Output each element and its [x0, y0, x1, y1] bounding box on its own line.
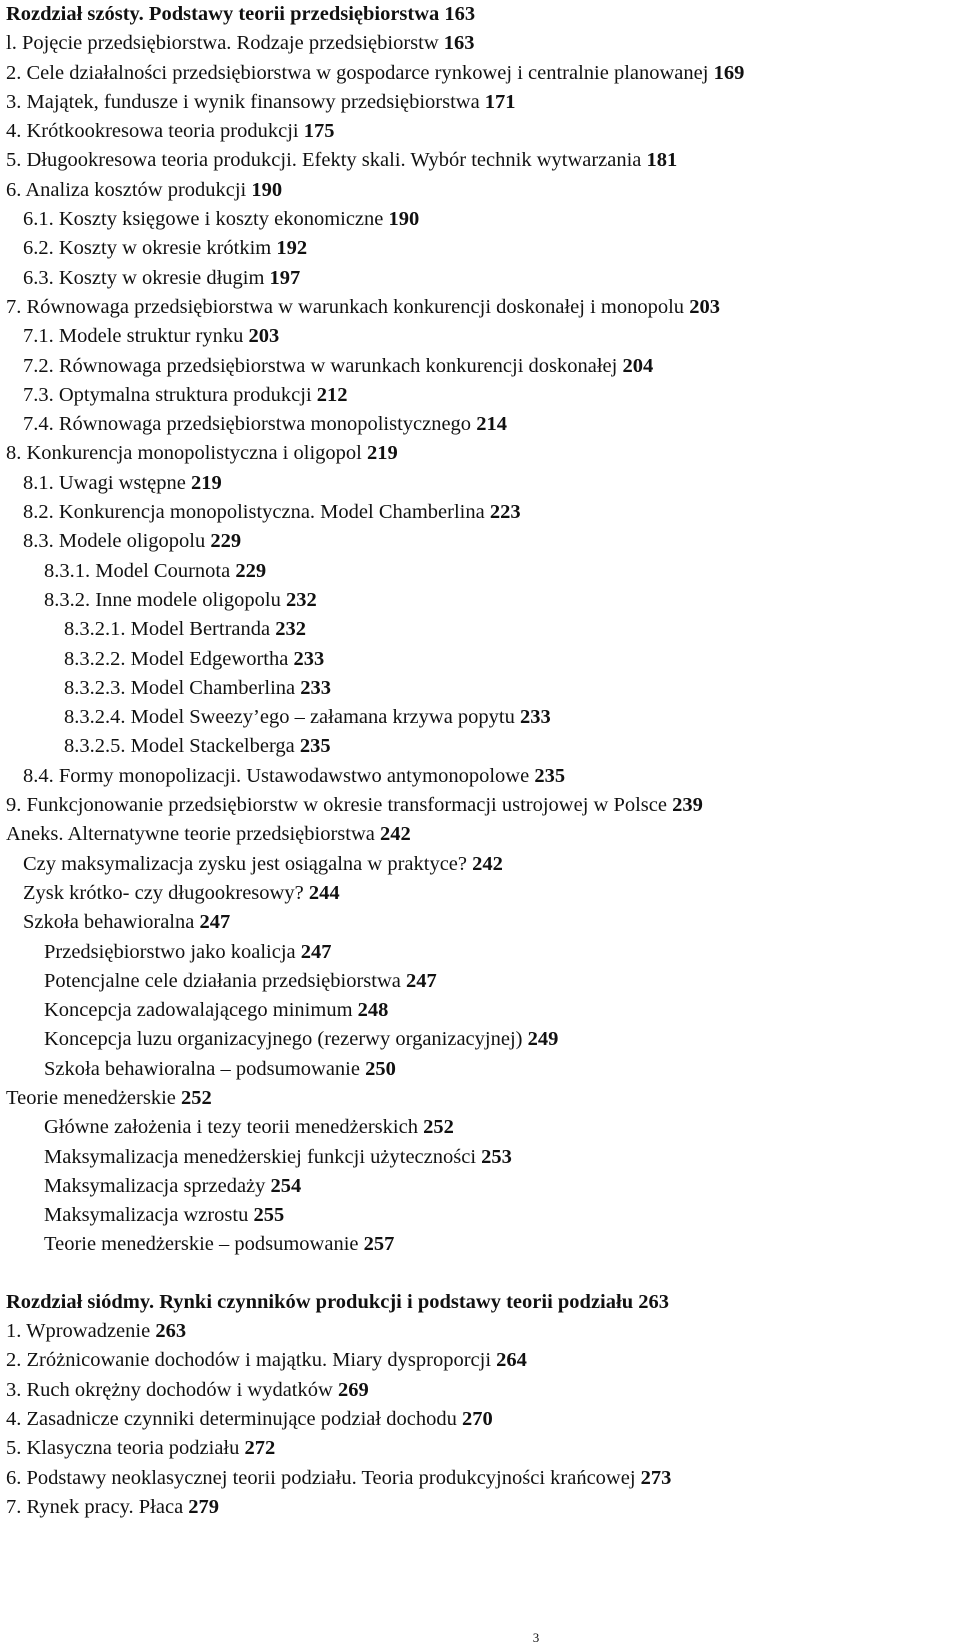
toc-entry — [6, 938, 956, 967]
toc-entry-title: 2. Cele działalności przedsiębiorstwa w gospodarce rynkowej i centralnie planowanej — [6, 61, 709, 84]
toc-entry-page: 192 — [276, 237, 308, 260]
toc-entry — [6, 1405, 956, 1434]
toc-entry — [6, 1084, 956, 1113]
toc-entry-title: 9. Funkcjonowanie przedsiębiorstw w okresie transformacji ustrojowej w Polsce — [6, 794, 667, 817]
chapter-heading: Rozdział siódmy. Rynki czynników produkcji i podstawy teorii podziału 263 — [6, 1290, 669, 1313]
toc-entry-page: 242 — [472, 852, 503, 875]
toc-entry-title: Maksymalizacja wzrostu — [44, 1204, 249, 1227]
toc-entry-page: 272 — [244, 1437, 276, 1460]
toc-entry — [6, 791, 956, 820]
toc-entry-page: 253 — [481, 1145, 512, 1168]
toc-entry — [6, 29, 956, 58]
toc-entry-title: Główne założenia i tezy teorii menedżerskich — [44, 1116, 418, 1139]
toc-entry — [6, 1143, 956, 1172]
toc-entry-title: 6. Analiza kosztów produkcji — [6, 178, 247, 201]
toc-entry-page: 235 — [534, 764, 566, 787]
toc-entry-page: 235 — [299, 735, 331, 758]
toc-entry-page: 250 — [365, 1057, 396, 1080]
toc-entry-page: 203 — [248, 325, 280, 348]
toc-entry-title: Teorie menedżerskie — [6, 1086, 176, 1109]
toc-entry — [6, 674, 956, 703]
toc-entry-page: 254 — [270, 1174, 302, 1197]
toc-entry-page: 255 — [253, 1204, 285, 1227]
toc-entry-title: Potencjalne cele działania przedsiębiorstwa — [44, 969, 401, 992]
table-of-contents — [6, 0, 956, 1522]
toc-entry-page: 264 — [496, 1349, 527, 1372]
toc-entry — [6, 732, 956, 761]
toc-entry-page: 229 — [210, 530, 242, 553]
toc-entry-page: 204 — [622, 354, 654, 377]
toc-entry-title: 4. Zasadnicze czynniki determinujące podział dochodu — [6, 1407, 457, 1430]
toc-entry-page: 247 — [406, 969, 437, 992]
toc-entry — [6, 1346, 956, 1375]
toc-entry-title: 6.3. Koszty w okresie długim — [23, 266, 265, 289]
toc-entry-page: 190 — [251, 178, 283, 201]
toc-entry-title: 3. Ruch okrężny dochodów i wydatków — [6, 1378, 333, 1401]
toc-entry-title: 8.3.2.5. Model Stackelberga — [64, 735, 295, 758]
toc-entry-page: 247 — [300, 940, 332, 963]
toc-entry-page: 252 — [423, 1116, 454, 1139]
toc-entry-title: 4. Krótkookresowa teoria produkcji — [6, 120, 299, 143]
toc-entry-title: 6.2. Koszty w okresie krótkim — [23, 237, 272, 260]
toc-entry-page: 175 — [303, 120, 335, 143]
toc-entry — [6, 557, 956, 586]
toc-entry-page: 233 — [293, 647, 325, 670]
toc-entry-page: 252 — [181, 1086, 212, 1109]
toc-entry-page: 233 — [520, 706, 551, 729]
toc-entry-title: 8.1. Uwagi wstępne — [23, 471, 186, 494]
toc-entry — [6, 498, 956, 527]
toc-entry — [6, 439, 956, 468]
toc-entry-title: 7. Rynek pracy. Płaca — [6, 1495, 184, 1518]
toc-entry — [6, 645, 956, 674]
toc-entry-page: 239 — [672, 794, 703, 817]
chapter-heading: Rozdział szósty. Podstawy teorii przedsiębiorstwa 163 — [6, 3, 476, 25]
toc-entry — [6, 820, 956, 849]
toc-entry-title: 8.2. Konkurencja monopolistyczna. Model Chamberlina — [23, 501, 485, 524]
toc-entry — [6, 996, 956, 1025]
toc-entry-title: 8.3. Modele oligopolu — [23, 530, 206, 553]
toc-entry-title: 2. Zróżnicowanie dochodów i majątku. Miary dysproporcji — [6, 1349, 492, 1372]
toc-entry — [6, 322, 956, 351]
toc-entry — [6, 586, 956, 615]
toc-entry-page: 223 — [489, 501, 521, 524]
toc-entry — [6, 234, 956, 263]
toc-entry-page: 242 — [380, 823, 411, 846]
toc-entry — [6, 176, 956, 205]
toc-entry-page: 203 — [689, 295, 720, 318]
toc-entry — [6, 1317, 956, 1346]
toc-entry — [6, 1376, 956, 1405]
toc-entry-page: 232 — [285, 588, 317, 611]
toc-entry-title: Zysk krótko- czy długookresowy? — [23, 881, 304, 904]
toc-entry-page: 269 — [337, 1378, 369, 1401]
toc-entry — [6, 352, 956, 381]
toc-entry-page: 169 — [713, 61, 745, 84]
toc-entry-page: 219 — [366, 442, 398, 465]
toc-entry-title: 8.3.2. Inne modele oligopolu — [44, 588, 281, 611]
toc-entry — [6, 967, 956, 996]
toc-entry-page: 248 — [357, 999, 389, 1022]
toc-entry-title: Szkoła behawioralna — [23, 911, 195, 934]
toc-entry-title: Teorie menedżerskie – podsumowanie — [44, 1233, 359, 1256]
toc-entry-page: 171 — [484, 90, 516, 113]
toc-entry — [6, 850, 956, 879]
toc-entry-page: 249 — [527, 1028, 559, 1051]
toc-entry-title: 3. Majątek, fundusze i wynik finansowy przedsiębiorstwa — [6, 90, 480, 113]
toc-entry-page: 270 — [461, 1407, 493, 1430]
toc-entry — [6, 1434, 956, 1463]
toc-entry — [6, 146, 956, 175]
toc-entry-page: 219 — [190, 471, 222, 494]
toc-entry — [6, 703, 956, 732]
toc-entry-title: Czy maksymalizacja zysku jest osiągalna w praktyce? — [23, 852, 468, 875]
toc-entry-page: 263 — [155, 1320, 187, 1343]
toc-entry — [6, 1172, 956, 1201]
toc-entry — [6, 264, 956, 293]
toc-entry-page: 229 — [235, 559, 267, 582]
toc-entry-title: 8.3.2.2. Model Edgewortha — [64, 647, 289, 670]
toc-entry-title: 1. Wprowadzenie — [6, 1320, 151, 1343]
toc-entry-title: 5. Klasyczna teoria podziału — [6, 1437, 240, 1460]
toc-entry-title: 8.3.2.1. Model Bertranda — [64, 618, 271, 641]
toc-entry-page: 247 — [199, 911, 231, 934]
page-number: 3 — [532, 1630, 540, 1645]
toc-entry — [6, 908, 956, 937]
toc-entry — [6, 117, 956, 146]
toc-entry-title: Koncepcja luzu organizacyjnego (rezerwy organizacyjnej) — [44, 1028, 523, 1051]
toc-entry — [6, 469, 956, 498]
toc-entry — [6, 293, 956, 322]
toc-entry — [6, 1025, 956, 1054]
toc-entry-page: 279 — [188, 1495, 220, 1518]
toc-entry — [6, 527, 956, 556]
toc-entry-page: 190 — [388, 208, 420, 231]
toc-entry — [6, 1493, 956, 1522]
toc-entry — [6, 1055, 956, 1084]
toc-entry-page: 257 — [363, 1233, 395, 1256]
toc-entry-title: 7.2. Równowaga przedsiębiorstwa w warunkach konkurencji doskonałej — [23, 354, 618, 377]
toc-entry-title: 5. Długookresowa teoria produkcji. Efekty skali. Wybór technik wytwarzania — [6, 149, 642, 172]
toc-entry-title: 7.1. Modele struktur rynku — [23, 325, 244, 348]
toc-entry-title: 6.1. Koszty księgowe i koszty ekonomiczne — [23, 208, 384, 231]
toc-entry-title: 8.3.1. Model Cournota — [44, 559, 231, 582]
toc-entry-title: 7.4. Równowaga przedsiębiorstwa monopolistycznego — [23, 413, 472, 436]
toc-entry-title: 7. Równowaga przedsiębiorstwa w warunkach konkurencji doskonałej i monopolu — [6, 295, 685, 318]
toc-entry — [6, 615, 956, 644]
toc-entry-title: Szkoła behawioralna – podsumowanie — [44, 1057, 360, 1080]
toc-entry-title: Koncepcja zadowalającego minimum — [44, 999, 353, 1022]
toc-entry-title: l. Pojęcie przedsiębiorstwa. Rodzaje przedsiębiorstw — [6, 32, 439, 55]
section-spacer — [6, 1260, 956, 1288]
toc-entry-page: 273 — [640, 1466, 672, 1489]
toc-entry-page: 233 — [300, 676, 332, 699]
toc-entry-title: 6. Podstawy neoklasycznej teorii podziału. Teoria produkcyjności krańcowej — [6, 1466, 636, 1489]
toc-entry-title: 8.3.2.3. Model Chamberlina — [64, 676, 296, 699]
toc-entry-title: Maksymalizacja sprzedaży — [44, 1174, 266, 1197]
toc-entry-page: 212 — [316, 383, 348, 406]
toc-entry-page: 232 — [275, 618, 306, 641]
toc-entry-title: 8.4. Formy monopolizacji. Ustawodawstwo antymonopolowe — [23, 764, 530, 787]
toc-entry — [6, 1230, 956, 1259]
toc-entry — [6, 381, 956, 410]
toc-entry — [6, 762, 956, 791]
toc-entry-page: 197 — [269, 266, 301, 289]
toc-entry — [6, 1464, 956, 1493]
toc-entry — [6, 205, 956, 234]
toc-entry-title: Przedsiębiorstwo jako koalicja — [44, 940, 296, 963]
toc-entry — [6, 879, 956, 908]
toc-entry — [6, 88, 956, 117]
toc-entry — [6, 1113, 956, 1142]
toc-entry-page: 181 — [646, 149, 678, 172]
toc-entry-page: 244 — [308, 881, 340, 904]
toc-entry-title: Aneks. Alternatywne teorie przedsiębiorstwa — [6, 823, 375, 846]
toc-entry-title: 8. Konkurencja monopolistyczna i oligopol — [6, 442, 362, 465]
toc-entry-title: 7.3. Optymalna struktura produkcji — [23, 383, 312, 406]
toc-entry-title: 8.3.2.4. Model Sweezy’ego – załamana krzywa popytu — [64, 706, 515, 729]
toc-entry-title: Maksymalizacja menedżerskiej funkcji użyteczności — [44, 1145, 477, 1168]
toc-entry-page: 163 — [443, 32, 475, 55]
toc-entry — [6, 410, 956, 439]
toc-entry — [6, 59, 956, 88]
toc-entry-page: 214 — [476, 413, 507, 436]
toc-entry — [6, 1201, 956, 1230]
